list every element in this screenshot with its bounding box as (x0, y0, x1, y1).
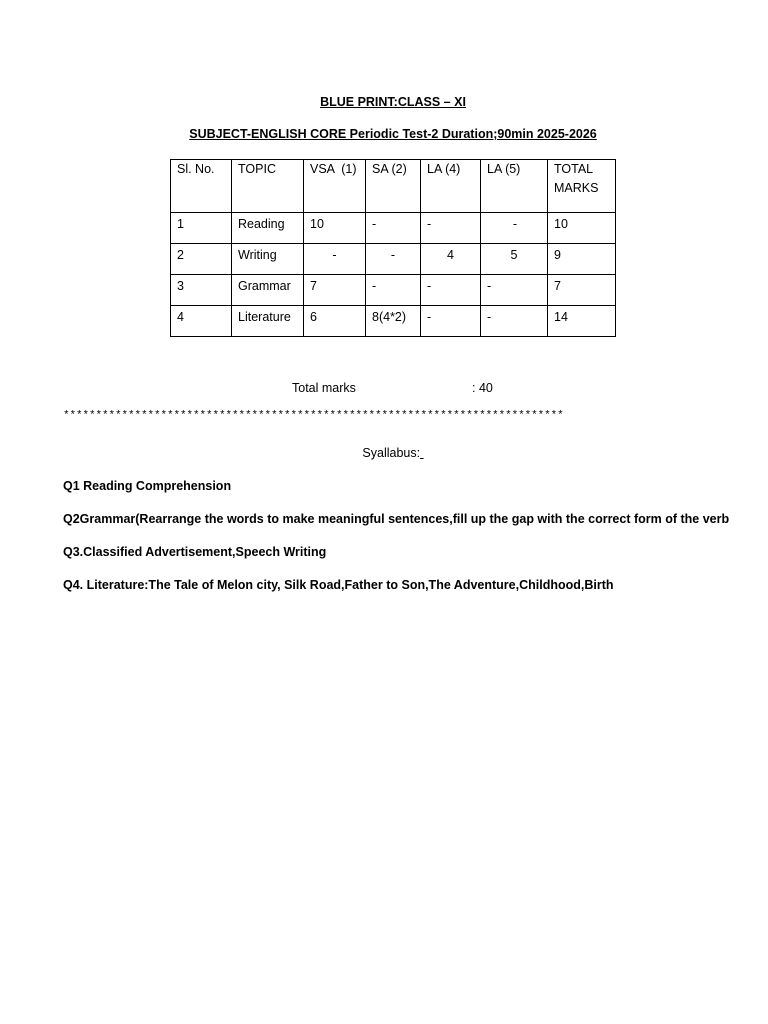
table-row (171, 213, 616, 244)
table-cell: - (304, 244, 366, 275)
header-topic: TOPIC (232, 160, 304, 213)
table-cell: Grammar (232, 275, 304, 306)
asterisk-divider: ***************************************************************************** (63, 410, 564, 422)
total-marks-value: : 40 (472, 381, 493, 395)
table-cell: 3 (171, 275, 232, 306)
syllabus-underline-space (420, 446, 423, 460)
table-row (171, 275, 616, 306)
table-row (171, 244, 616, 275)
header-total-marks: TOTAL MARKS (548, 160, 616, 213)
table-cell: Reading (232, 213, 304, 244)
table-cell: Writing (232, 244, 304, 275)
table-cell: 10 (548, 213, 616, 244)
table-header-row (171, 160, 616, 213)
table-cell: - (481, 306, 548, 337)
syllabus-item-q4: Q4. Literature:The Tale of Melon city, Silk Road,Father to Son,The Adventure,Childhood,Birth (63, 578, 614, 592)
table-cell: - (366, 244, 421, 275)
header-sl-no: Sl. No. (171, 160, 232, 213)
table-cell: 7 (304, 275, 366, 306)
table-cell: - (421, 306, 481, 337)
header-sa: SA (2) (366, 160, 421, 213)
total-marks-label: Total marks (292, 381, 356, 395)
table-cell: - (366, 275, 421, 306)
table-cell: - (366, 213, 421, 244)
table-cell: 5 (481, 244, 548, 275)
table-cell: Literature (232, 306, 304, 337)
blueprint-table (170, 159, 616, 337)
table-cell: 4 (421, 244, 481, 275)
table-cell: 1 (171, 213, 232, 244)
table-cell: 10 (304, 213, 366, 244)
table-cell: - (421, 213, 481, 244)
document-title: BLUE PRINT:CLASS – XI (320, 95, 466, 109)
table-cell: 9 (548, 244, 616, 275)
table-row (171, 306, 616, 337)
table-cell: 7 (548, 275, 616, 306)
table-cell: - (481, 213, 548, 244)
table-cell: 6 (304, 306, 366, 337)
syllabus-heading: Syallabus: (362, 446, 421, 460)
syllabus-item-q1: Q1 Reading Comprehension (63, 479, 232, 493)
syllabus-item-q2: Q2Grammar(Rearrange the words to make meaningful sentences,fill up the gap with the correct form of the verb (63, 512, 730, 526)
header-vsa: VSA (1) (304, 160, 366, 213)
header-la5: LA (5) (481, 160, 548, 213)
document-subtitle: SUBJECT-ENGLISH CORE Periodic Test-2 Duration;90min 2025-2026 (189, 127, 597, 141)
table-cell: - (481, 275, 548, 306)
header-la4: LA (4) (421, 160, 481, 213)
table-cell: 2 (171, 244, 232, 275)
table-cell: 14 (548, 306, 616, 337)
syllabus-item-q3: Q3.Classified Advertisement,Speech Writing (63, 545, 327, 559)
table-cell: 4 (171, 306, 232, 337)
syllabus-heading-line (0, 446, 768, 460)
table-cell: 8(4*2) (366, 306, 421, 337)
table-cell: - (421, 275, 481, 306)
